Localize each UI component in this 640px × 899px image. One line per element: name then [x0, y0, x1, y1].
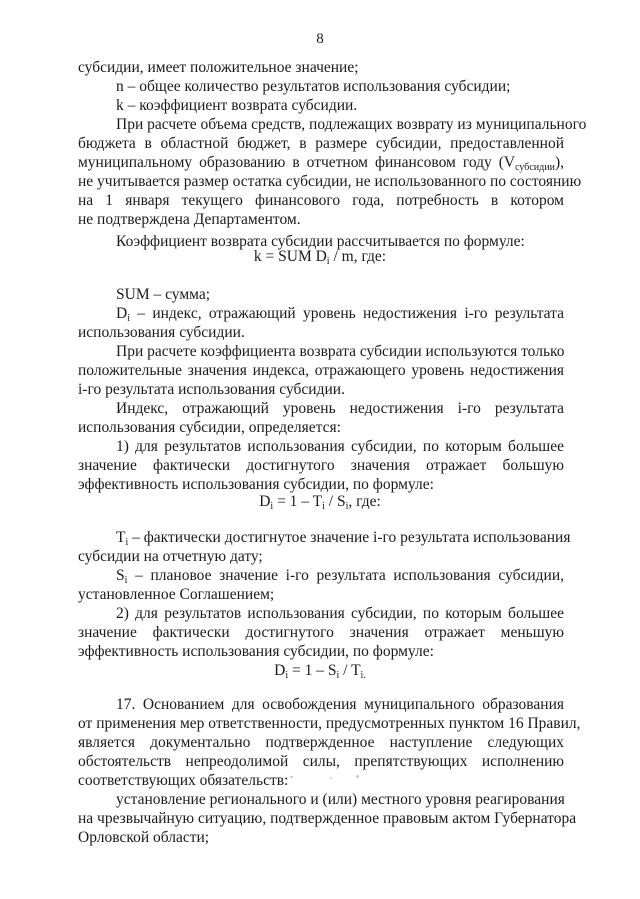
text-line: бюджета в областной бюджет, в размере субсидии, предоставленной [78, 135, 564, 152]
text-line: i-го результата использования субсидии. [78, 381, 345, 398]
text-line: SUM – сумма; [116, 286, 211, 303]
text-line: 17. Основанием для освобождения муниципального образования [116, 696, 564, 713]
text-line: 2) для результатов использования субсидии, по которым большее [116, 605, 564, 622]
text-line: на 1 января текущего финансового года, потребность в котором [78, 192, 564, 209]
formula-di-first: $D_i = 1 - T_i / S_i$, где: [259, 493, 381, 512]
text-line: обстоятельств непреодолимой силы, препятствующих исполнению [78, 753, 564, 770]
text-line: является документально подтвержденное наступление следующих [78, 734, 564, 751]
subscript: i [336, 670, 340, 681]
subscript: i [124, 575, 128, 586]
text-line: $D_i$ – индекс, отражающий уровень недостижения i-го результата [116, 305, 564, 324]
text-line: не подтверждена Департаментом. [78, 211, 301, 228]
text-line: соответствующих обязательств: [78, 772, 289, 789]
formula-di-second: $D_i = 1 - S_i / T_{i.}$ [274, 662, 366, 681]
subscript: i [326, 256, 330, 267]
text-line: субсидии на отчетную дату; [78, 548, 263, 565]
text-line: на чрезвычайную ситуацию, подтвержденное правовым актом Губернатора [78, 810, 577, 827]
text-line: n – общее количество результатов использования субсидии; [116, 78, 511, 95]
text-line: от применения мер ответственности, предусмотренных пунктом 16 Правил, [78, 715, 581, 732]
text-line: положительные значения индекса, отражающего уровень недостижения [78, 362, 564, 379]
text-line: Орловской области; [78, 829, 210, 846]
text-line: Коэффициент возврата субсидии рассчитывается по формуле: [116, 233, 525, 250]
text-line: Индекс, отражающий уровень недостижения i-го результата [116, 400, 564, 417]
text-line: установленное Соглашением; [78, 586, 275, 603]
subscript: субсидии [515, 162, 555, 173]
subscript: i [125, 537, 129, 548]
subscript: i [322, 501, 325, 512]
text-line: использования субсидии. [78, 324, 245, 341]
subscript: i [345, 501, 349, 512]
text-line: установление регионального и (или) местного уровня реагирования [116, 791, 565, 808]
subscript: i [127, 313, 130, 324]
formula-k: k = SUM $D_i$ / m, где: [253, 248, 387, 267]
text-line: не учитывается размер остатка субсидии, не использованного по состоянию [78, 173, 582, 190]
text-line: муниципальному образованию в отчетном финансовом году $(V_{субсидии})$, [78, 154, 564, 173]
text-line: значение фактически достигнутого значения отражает большую [78, 457, 564, 474]
text-line: При расчете объема средств, подлежащих возврату из муниципального [116, 116, 587, 133]
text-line: 1) для результатов использования субсидии, по которым большее [116, 438, 564, 455]
page-number: 8 [316, 31, 324, 47]
scan-speck [330, 777, 332, 779]
text-line: При расчете коэффициента возврата субсидии используются только [116, 343, 565, 360]
subscript: i [285, 670, 289, 681]
subscript: i [270, 501, 274, 512]
text-line: использования субсидии, определяется: [78, 419, 341, 436]
text-line: $T_i$ – фактически достигнутое значение i-го результата использования [116, 529, 571, 548]
text-line: субсидии, имеет положительное значение; [78, 59, 359, 76]
text-line: эффективность использования субсидии, по формуле: [78, 643, 434, 660]
text-line: эффективность использования субсидии, по формуле: [78, 476, 434, 493]
scan-speck [290, 776, 293, 778]
text-line: $S_i$ – плановое значение i-го результата использования субсидии, [116, 567, 564, 586]
subscript: i. [360, 670, 366, 681]
text-line: k – коэффициент возврата субсидии. [116, 97, 358, 114]
scan-speck [356, 775, 359, 778]
text-line: значение фактически достигнутого значения отражает меньшую [78, 624, 564, 641]
